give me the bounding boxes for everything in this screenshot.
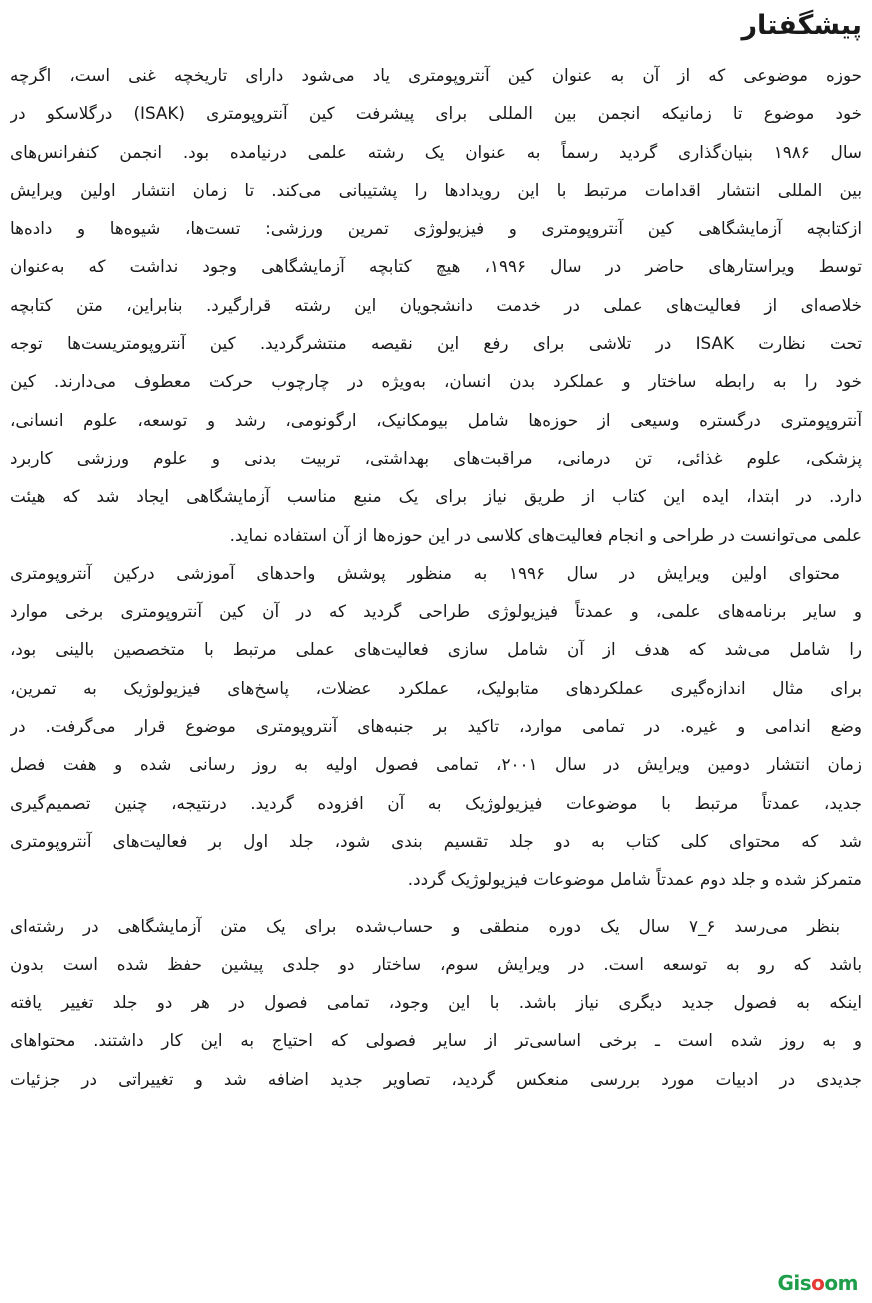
gisoom-logo	[777, 1271, 858, 1295]
text-line: توسط ویراستارهای حاضر در سال ۱۹۹۶، هیچ کتابچه آزمایشگاهی وجود نداشت که به‌عنوان	[10, 256, 862, 277]
text-line: و به روز شده است ـ برخی اساسی‌تر از سایر فصولی که احتیاج به این کار داشتند. محتواهای	[10, 1030, 862, 1051]
text-line: زمان انتشار دومین ویرایش در سال ۲۰۰۱، تمامی فصول اولیه به روز رسانی شده و هفت فصل	[10, 754, 862, 775]
text-line: علمی می‌توانست در طراحی و انجام فعالیت‌های کلاسی در این حوزه‌ها از آن استفاده نماید.	[229, 524, 862, 545]
text-line: تحت نظارت ISAK در تلاشی برای رفع این نقیصه منتشرگردید. کین آنتروپومتریست‌ها توجه	[10, 333, 862, 354]
text-line: بنظر می‌رسد ۶_۷ سال یک دوره منطقی و حساب‌شده برای یک متن آزمایشگاهی در رشته‌ای	[10, 915, 840, 936]
text-line: پزشکی، علوم غذائی، تن درمانی، مراقبت‌های بهداشتی، تربیت بدنی و علوم ورزشی کاربرد	[10, 447, 862, 468]
text-line: و سایر برنامه‌های علمی، و عمدتاً فیزیولوژی طراحی گردید که در آن کین آنتروپومتری برخی موارد	[10, 601, 862, 622]
text-line: دارد. در ابتدا، ایده این کتاب از طریق نیاز برای یک منبع مناسب آزمایشگاهی ایجاد شد که هیئت	[10, 486, 862, 507]
paragraph-3	[10, 907, 862, 1098]
paragraph-gap	[10, 899, 862, 907]
page-title: پیشگفتار	[741, 10, 862, 41]
document-body	[10, 56, 862, 1098]
text-line: جدید، عمدتاً مرتبط با موضوعات فیزیولوژیک به آن افزوده گردید. درنتیجه، چنین تصمیم‌گیری	[10, 792, 862, 813]
paragraph-1	[10, 56, 862, 554]
text-line: خود را به رابطه ساختار و عملکرد بدن انسان، به‌ویژه در چارچوب حرکت معطوف می‌دارند. کین	[10, 371, 862, 392]
text-line: برای مثال اندازه‌گیری عملکردهای متابولیک، عملکرد عضلات، پاسخ‌های فیزیولوژیک به تمرین،	[10, 677, 862, 698]
text-line: جدیدی در ادبیات مورد بررسی منعکس گردید، تصاویر جدید اضافه شد و تغییراتی در جزئیات	[10, 1068, 862, 1089]
paragraph-2	[10, 554, 862, 899]
text-line: بین المللی انتشار اقدامات مرتبط با این رویدادها را پشتیبانی می‌کند. تا زمان انتشار اولین ویرایش	[10, 179, 862, 200]
text-line: آنتروپومتری درگستره وسیعی از حوزه‌ها شامل بیومکانیک، ارگونومی، رشد و توسعه، علوم انسانی،	[10, 409, 862, 430]
logo-text-dot: o	[811, 1271, 825, 1295]
text-line: اینکه به فصول جدید دیگری نیاز باشد. با این وجود، تمامی فصول در هر دو جلد تغییر یافته	[10, 992, 862, 1013]
text-line: خلاصه‌ای از فعالیت‌های عملی در خدمت دانشجویان این رشته قرار‌گیرد. بنابراین، متن کتابچه	[10, 294, 862, 315]
text-line: حوزه موضوعی که از آن به عنوان کین آنتروپومتری یاد می‌شود دارای تاریخچه غنی است، اگرچه	[10, 65, 862, 85]
text-line: را شامل می‌شد که هدف از آن شامل سازی فعالیت‌های عملی مرتبط با متخصصین بالینی بود،	[10, 639, 862, 660]
text-line: متمرکز شده و جلد دوم عمدتاً شامل موضوعات فیزیولوژیک گردد.	[407, 869, 862, 890]
text-line: وضع اندامی و غیره. در تمامی موارد، تاکید بر جنبه‌های آنتروپومتری موضوع قرار می‌گرفت. در	[10, 716, 862, 737]
text-line: محتوای اولین ویرایش در سال ۱۹۹۶ به منظور پوشش واحدهای آموزشی درکین آنتروپومتری	[10, 562, 840, 583]
text-line: باشد که رو به توسعه است. در ویرایش سوم، ساختار دو جلدی پیشین حفظ شده است بدون	[10, 953, 862, 974]
text-line: سال ۱۹۸۶ بنیان‌گذاری گردید رسماً به عنوان یک رشته علمی درنیامده بود. انجمن کنفرانس‌های	[10, 141, 862, 162]
text-line: شد که محتوای کلی کتاب به دو جلد تقسیم بندی شود، جلد اول بر فعالیت‌های آنتروپومتری	[10, 830, 862, 851]
logo-text-suffix: om	[824, 1271, 858, 1295]
text-line: خود موضوع تا زمانیکه انجمن بین المللی برای پیشرفت کین آنتروپومتری (ISAK) درگلاسکو در	[10, 103, 862, 124]
text-line: ازکتابچه آزمایشگاهی کین آنتروپومتری و فیزیولوژی تمرین ورزشی: تست‌ها، شیوه‌ها و داده‌ها	[10, 218, 862, 239]
logo-text-prefix: Gis	[777, 1271, 812, 1295]
